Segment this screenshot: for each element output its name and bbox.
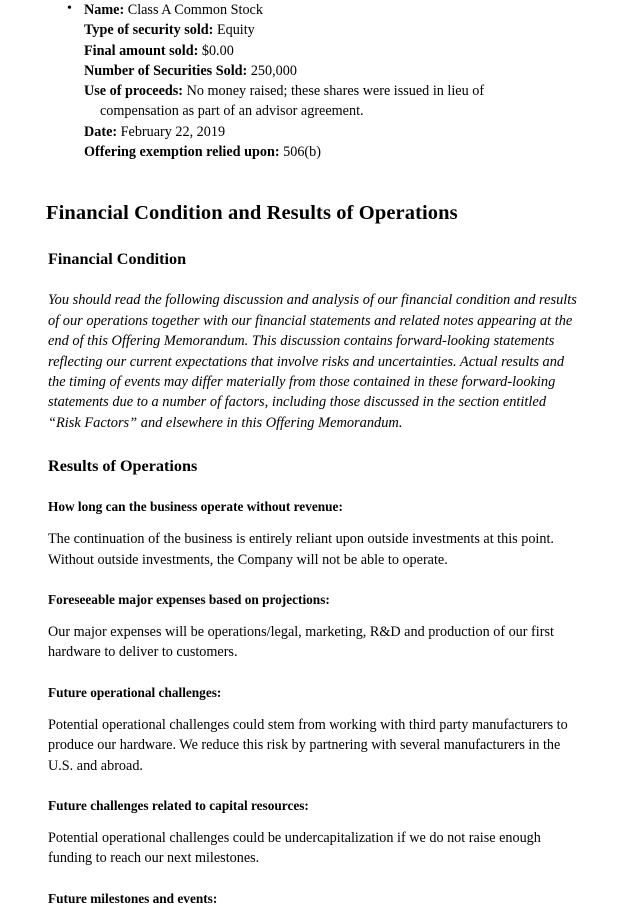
- list-item: [46, 0, 581, 162]
- question-operational-challenges: Future operational challenges:: [48, 684, 222, 700]
- security-field-number-sold: [84, 61, 581, 81]
- question-operate-without-revenue: How long can the business operate without revenue:: [48, 499, 343, 515]
- field-label: Name:: [84, 2, 125, 18]
- field-value: February 22, 2019: [120, 123, 226, 140]
- security-field-name: [84, 0, 581, 20]
- field-label: Offering exemption relied upon:: [84, 144, 280, 161]
- field-value: 250,000: [250, 62, 297, 79]
- security-field-date: [84, 122, 581, 142]
- question-future-milestones: Future milestones and events:: [48, 890, 218, 906]
- page-title: Financial Condition and Results of Operations: [46, 202, 458, 225]
- heading-results-of-operations: Results of Operations: [48, 457, 198, 476]
- field-value: Equity: [216, 22, 255, 39]
- security-field-use-of-proceeds-cont: [84, 101, 581, 121]
- answer-capital-resources: Potential operational challenges could be undercapitalization if we do not raise enough funding to reach our next milestones.: [48, 830, 541, 867]
- field-value: 506(b): [283, 144, 321, 161]
- forward-looking-disclaimer: You should read the following discussion and analysis of our financial condition and results of our operations together with our financial statements and related notes appearing at the end of this Offering Memorandum. This discussion contains forward-looking statements reflecting our current expectations that involve risks and uncertainties. Actual results and the timing of events may differ materially from those contained in these forward-looking statements due to a number of factors, including those discussed in the section entitled “Risk Factors” and elsewhere in this Offering Memorandum.: [48, 292, 577, 431]
- field-label: Date:: [84, 123, 118, 140]
- field-label: Use of proceeds:: [84, 83, 184, 100]
- security-field-type: [84, 20, 581, 40]
- field-value: Class A Common Stock: [127, 2, 263, 18]
- answer-operate-without-revenue: The continuation of the business is entirely reliant upon outside investments at this point. Without outside investments, the Company will not be able to operate.: [48, 531, 554, 568]
- security-sold-list: [46, 0, 581, 162]
- security-field-offering-exemption: [84, 142, 581, 162]
- answer-operational-challenges: Potential operational challenges could stem from working with third party manufacturers to produce our hardware. We reduce this risk by partnering with several manufacturers in the U.S. and abroad.: [48, 716, 568, 774]
- question-capital-resources: Future challenges related to capital resources:: [48, 798, 309, 814]
- answer-major-expenses: Our major expenses will be operations/legal, marketing, R&D and production of our first hardware to deliver to customers.: [48, 624, 554, 661]
- field-label: Type of security sold:: [84, 22, 214, 39]
- question-major-expenses: Foreseeable major expenses based on projections:: [48, 592, 330, 608]
- field-value: No money raised; these shares were issued in lieu of: [186, 83, 485, 100]
- heading-financial-condition: Financial Condition: [48, 250, 187, 269]
- security-field-use-of-proceeds: [84, 81, 581, 101]
- field-value: compensation as part of an advisor agreement.: [100, 103, 364, 120]
- field-label: Number of Securities Sold:: [84, 62, 248, 79]
- security-field-final-amount: [84, 41, 581, 61]
- field-value: $0.00: [201, 42, 234, 59]
- field-label: Final amount sold:: [84, 42, 199, 59]
